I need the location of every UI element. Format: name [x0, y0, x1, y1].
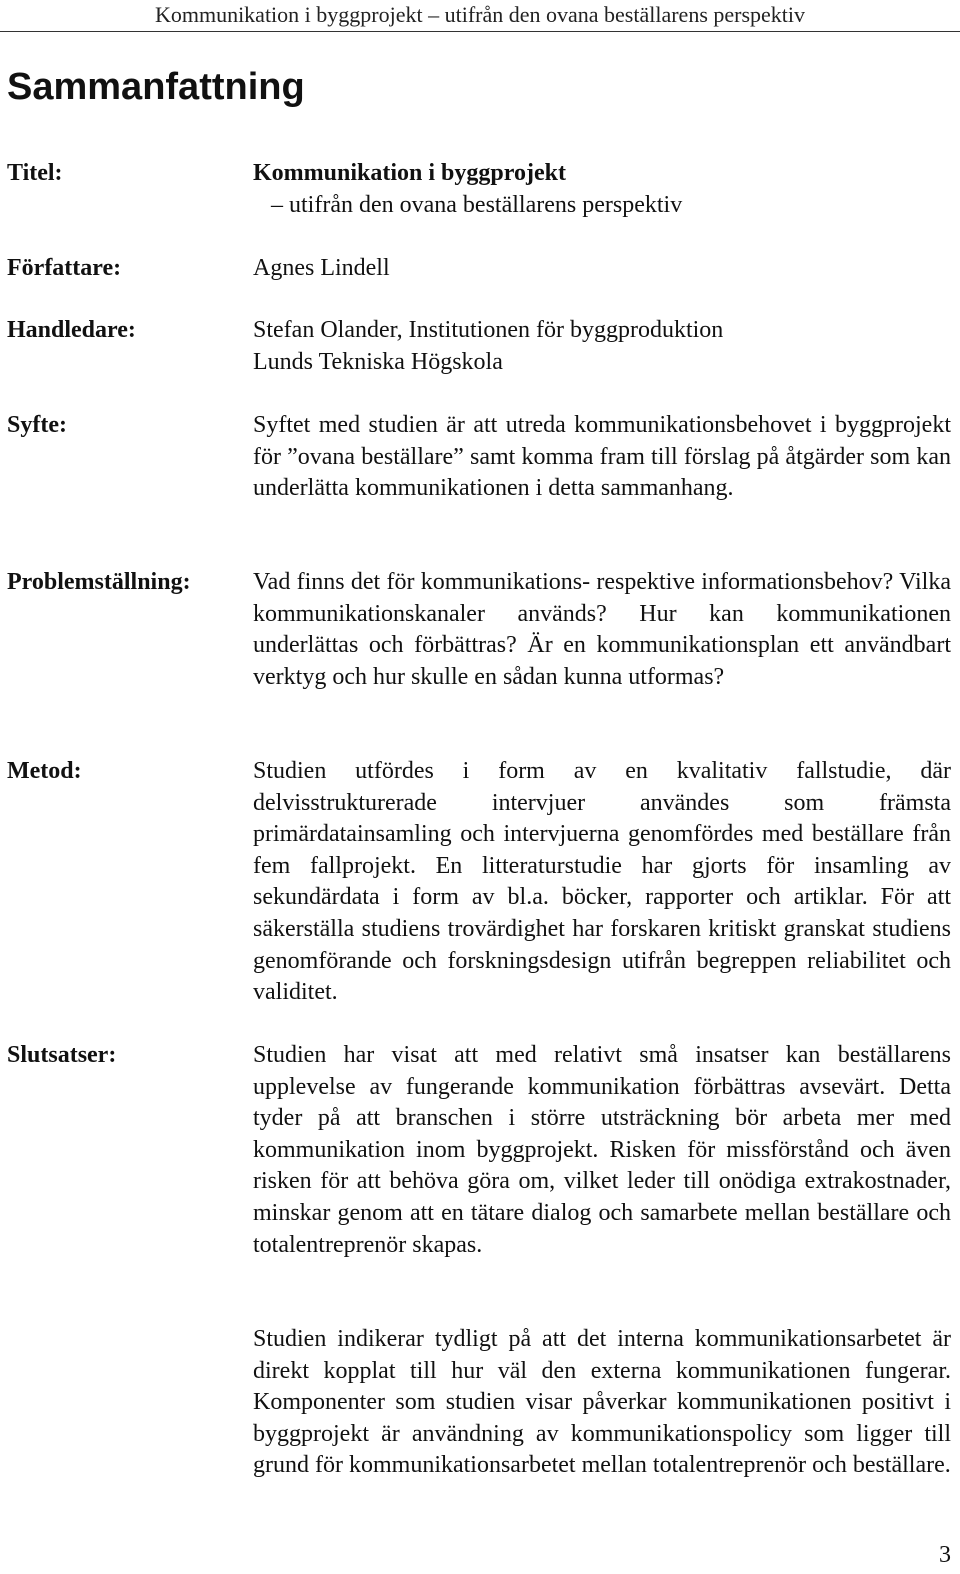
value-metod: Studien utfördes i form av en kvalitativ fallstudie, där delvisstrukturerade intervjuer användes som främsta primärdatainsamling och intervjuerna genomfördes med beställare från fem fallprojekt. En litteraturstudie har gjorts för insamling av sekundärdata i form av bl.a. böcker, rapporter och artiklar. För att säkerställa studiens trovärdighet har forskaren kritiskt granskat studiens genomförande och forskningsdesign utifrån begreppen reliabilitet och validitet.: [253, 758, 951, 1006]
supervisor-name: Stefan Olander, Institutionen för byggproduktion: [253, 317, 724, 343]
value-syfte: Syftet med studien är att utreda kommunikationsbehovet i byggprojekt för ”ovana beställare” samt komma fram till förslag på åtgärder som kan underlätta kommunikationen i detta sammanhang.: [253, 412, 951, 502]
page-number: 3: [939, 1542, 951, 1568]
thesis-subtitle: – utifrån den ovana beställarens perspektiv: [271, 191, 683, 218]
value-forfattare: [253, 253, 951, 285]
running-header: Kommunikation i byggprojekt – utifrån den ovana beställarens perspektiv: [0, 0, 960, 32]
label-forfattare: Författare:: [7, 255, 122, 281]
conclusion-paragraph-1: Studien har visat att med relativt små insatser kan beställarens upplevelse av fungerande kommunikation förbättras avsevärt. Detta tyder på att branschen i större utsträckning bör arbeta mer med kommunikation inom byggprojekt. Risken för missförstånd och även risken för att behöva göra om, vilket leder till onödiga extrakostnader, minskar genom att en tätare dialog och samarbete mellan beställare och totalentreprenör skapas.: [253, 1042, 951, 1258]
value-slutsatser: [253, 1040, 951, 1261]
value-handledare: [253, 315, 951, 378]
value-slutsatser-cont: [253, 1324, 951, 1482]
label-slutsatser: Slutsatser:: [7, 1042, 117, 1068]
value-problemstallning: Vad finns det för kommunikations- respektive informationsbehov? Vilka kommunikationskanaler används? Hur kan kommunikationen underlättas och förbättras? Är en kommunikationsplan ett användbart verktyg och hur skulle en sådan kunna utformas?: [253, 569, 951, 690]
label-handledare: Handledare:: [7, 317, 136, 343]
thesis-title: Kommunikation i byggprojekt: [253, 160, 566, 186]
label-syfte: Syfte:: [7, 412, 67, 438]
supervisor-institution: Lunds Tekniska Högskola: [253, 348, 503, 375]
label-problemstallning: Problemställning:: [7, 569, 191, 595]
label-metod: Metod:: [7, 758, 82, 784]
author-name: Agnes Lindell: [253, 255, 390, 281]
value-titel: [253, 158, 951, 221]
conclusion-paragraph-2: Studien indikerar tydligt på att det interna kommunikationsarbetet är direkt kopplat till hur väl den externa kommunikationen fungerar. Komponenter som studien visar påverkar kommunikationen positivt i byggprojekt är användning av kommunikationspolicy som ligger till grund för kommunikationsarbetet mellan totalentreprenör och beställare.: [253, 1326, 951, 1479]
label-titel: Titel:: [7, 160, 63, 186]
section-title: Sammanfattning: [7, 66, 305, 108]
